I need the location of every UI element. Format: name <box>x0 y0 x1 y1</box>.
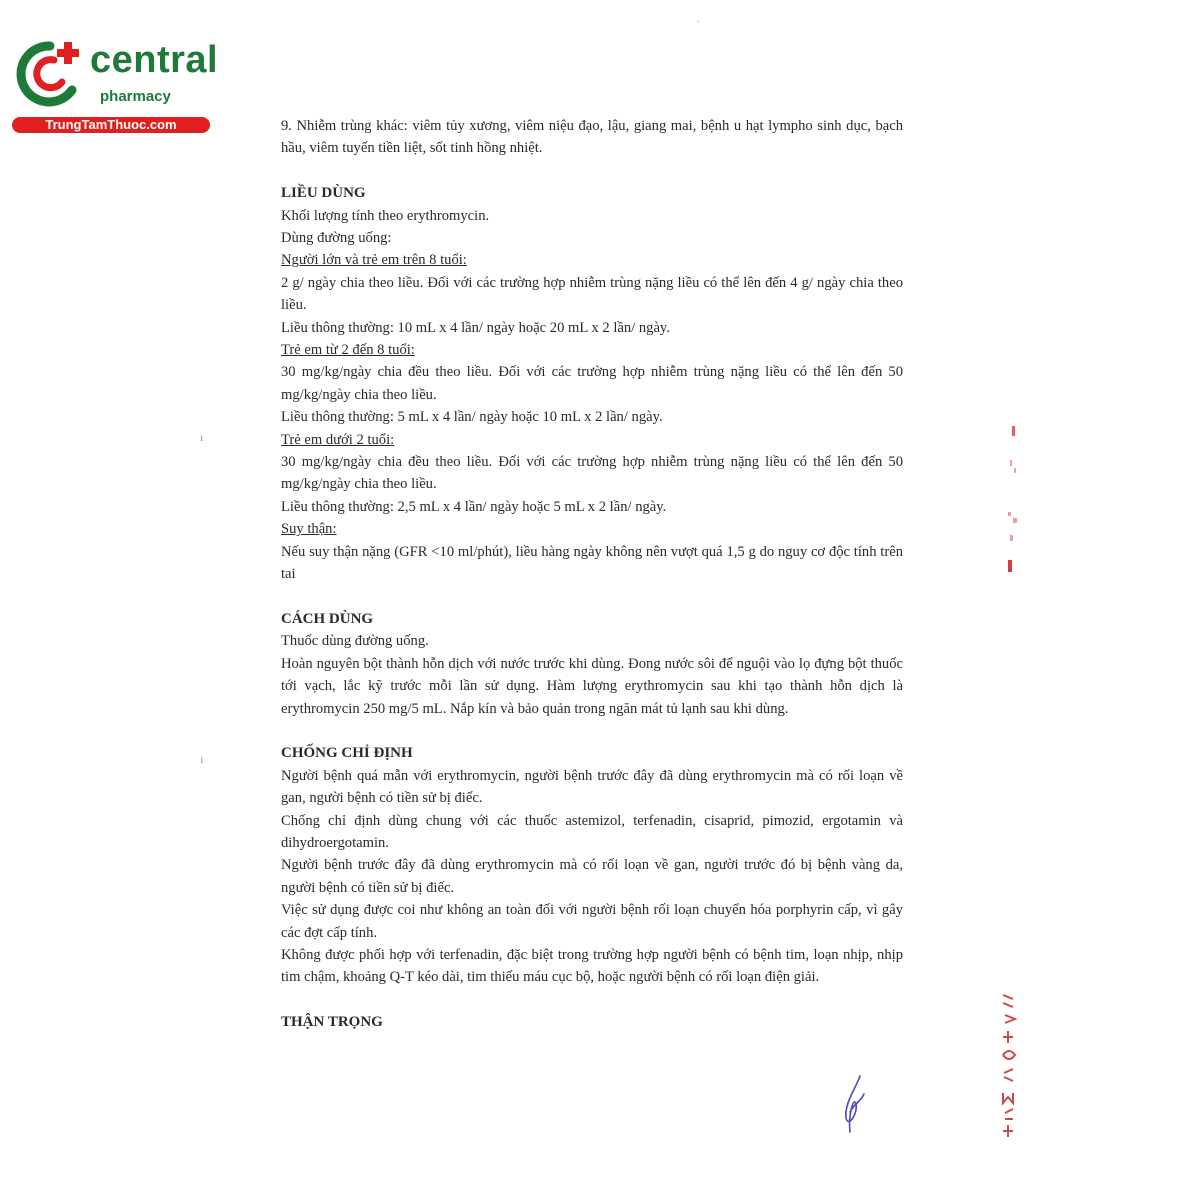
subheading-child-2-8: Trẻ em từ 2 đến 8 tuổi: <box>281 342 415 359</box>
text-line: Dùng đường uống: <box>281 230 392 247</box>
dose-paragraph: Nếu suy thận nặng (GFR <10 ml/phút), liều hàng ngày không nên vượt quá 1,5 g do nguy cơ độc tính trên tai <box>281 543 903 583</box>
text-line: Khối lượng tính theo erythromycin. <box>281 207 490 224</box>
brand-logo[interactable] <box>10 38 219 138</box>
usage-paragraph: Thuốc dùng đường uống. <box>281 633 429 650</box>
contraindication-paragraph: Người bệnh quá mẫn với erythromycin, người bệnh trước đây đã dùng erythromycin mà có rối loạn về gan, người bệnh có tiền sử bị điếc. <box>281 767 903 807</box>
scan-mark: ı <box>200 430 204 444</box>
dose-paragraph: 2 g/ ngày chia theo liều. Đối với các trường hợp nhiễm trùng nặng liều có thể lên đến 4 g/ ngày chia theo liều. <box>281 274 903 314</box>
intro-paragraph: 9. Nhiễm trùng khác: viêm tủy xương, viêm niệu đạo, lậu, giang mai, bệnh u hạt lympho sinh dục, bạch hầu, viêm tuyến tiền liệt, sốt tinh hồng nhiệt. <box>281 118 903 157</box>
subheading-renal: Suy thận: <box>281 521 337 538</box>
scan-mark: · <box>696 14 700 28</box>
contraindication-paragraph: Người bệnh trước đây đã dùng erythromycin mà có rối loạn về gan, người trước đó bị bệnh vàng da, người bệnh có tiền sử bị điếc. <box>281 857 903 896</box>
heading-chong-chi-dinh: CHỐNG CHỈ ĐỊNH <box>281 745 413 762</box>
brand-name: central <box>90 39 219 81</box>
pharmacy-cross-icon <box>10 38 88 108</box>
usage-paragraph: Hoàn nguyên bột thành hỗn dịch với nước trước khi dùng. Đong nước sôi để nguội vào lọ đựng bột thuốc tới vạch, lắc kỹ trước mỗi lần sử dụng. Hàm lượng erythromycin sau khi tạo thành hỗn dịch là erythromycin 250 mg/5 mL. Nắp kín và bảo quản trong ngăn mát tủ lạnh sau khi dùng. <box>281 655 903 717</box>
heading-cach-dung: CÁCH DÙNG <box>281 610 374 627</box>
heading-than-trong: THẬN TRỌNG <box>281 1014 383 1031</box>
red-vertical-stamp <box>995 985 1035 1145</box>
brand-site[interactable]: TrungTamThuoc.com <box>12 117 210 133</box>
dose-paragraph: Liều thông thường: 5 mL x 4 lần/ ngày hoặc 10 mL x 2 lần/ ngày. <box>281 409 663 426</box>
dose-paragraph: Liều thông thường: 2,5 mL x 4 lần/ ngày hoặc 5 mL x 2 lần/ ngày. <box>281 498 667 515</box>
dose-paragraph: 30 mg/kg/ngày chia đều theo liều. Đối với các trường hợp nhiễm trùng nặng liều có thể lên đến 50 mg/kg/ngày chia theo liều. <box>281 364 903 403</box>
scan-mark: ı <box>200 752 204 766</box>
contraindication-paragraph: Không được phối hợp với terfenadin, đặc biệt trong trường hợp người bệnh có bệnh tim, loạn nhịp, nhịp tim chậm, khoảng Q-T kéo dài, tim thiếu máu cục bộ, hoặc người bệnh có rối loạn điện giải. <box>281 946 903 986</box>
red-stamp-marks <box>1000 420 1030 580</box>
signature-icon <box>836 1074 872 1136</box>
dose-paragraph: 30 mg/kg/ngày chia đều theo liều. Đối với các trường hợp nhiễm trùng nặng liều có thể lên đến 50 mg/kg/ngày chia theo liều. <box>281 454 903 493</box>
subheading-adult: Người lớn và trẻ em trên 8 tuổi: <box>281 252 467 269</box>
document-body <box>281 115 903 1034</box>
heading-lieu-dung: LIỀU DÙNG <box>281 185 366 202</box>
dose-paragraph: Liều thông thường: 10 mL x 4 lần/ ngày hoặc 20 mL x 2 lần/ ngày. <box>281 319 670 336</box>
contraindication-paragraph: Việc sử dụng được coi như không an toàn đối với người bệnh rối loạn chuyển hóa porphyrin cấp, vì gây các đợt cấp tính. <box>281 902 903 941</box>
brand-subtitle: pharmacy <box>100 88 171 105</box>
contraindication-paragraph: Chống chỉ định dùng chung với các thuốc astemizol, terfenadin, cisaprid, pimozid, ergotamin và dihydroergotamin. <box>281 812 903 851</box>
subheading-child-under-2: Trẻ em dưới 2 tuổi: <box>281 431 395 448</box>
